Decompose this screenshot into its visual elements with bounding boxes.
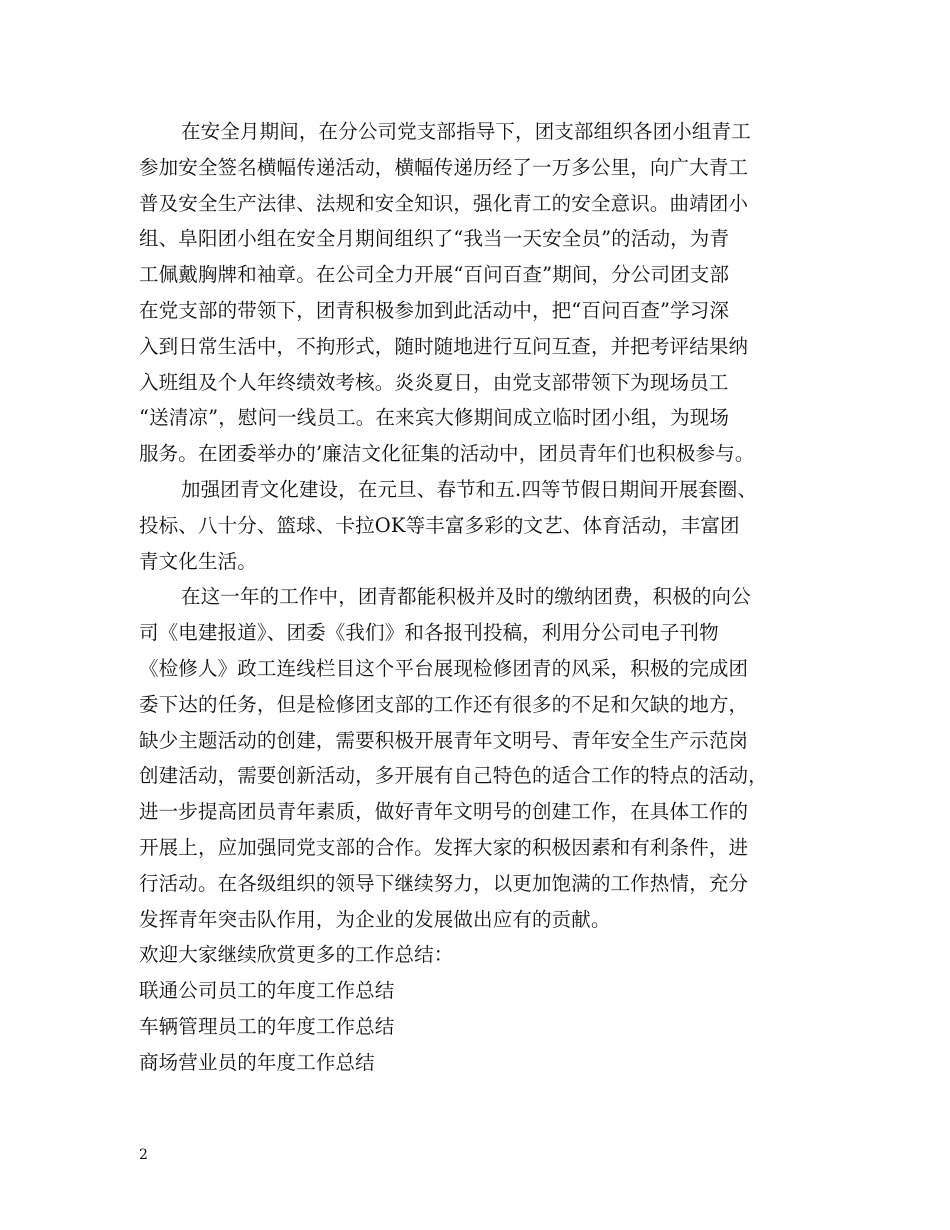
text-line: 创建活动，需要创新活动，多开展有自己特色的适合工作的特点的活动，	[139, 764, 768, 788]
page-number: 2	[139, 1147, 148, 1163]
paragraph-year-summary	[139, 579, 819, 937]
text-line: 组、阜阳团小组在安全月期间组织了“我当一天安全员”的活动，为青	[139, 227, 730, 251]
text-line: 加强团青文化建设，在元旦、春节和五.四等节假日期间开展套圈、	[181, 477, 758, 501]
text-line: 投标、八十分、篮球、卡拉OK等丰富多彩的文艺、体育活动，丰富团	[139, 513, 740, 537]
more-summaries-intro: 欢迎大家继续欣赏更多的工作总结：	[139, 943, 454, 967]
text-line: 委下达的任务，但是检修团支部的工作还有很多的不足和欠缺的地方，	[139, 692, 749, 716]
text-line: 在这一年的工作中，团青都能积极并及时的缴纳团费，积极的向公	[181, 585, 751, 609]
text-line: 入班组及个人年终绩效考核。炎炎夏日，由党支部带领下为现场员工	[139, 370, 729, 394]
paragraph-safety-month	[139, 114, 819, 472]
text-line: 缺少主题活动的创建，需要积极开展青年文明号、青年安全生产示范岗	[139, 728, 749, 752]
related-link[interactable]: 联通公司员工的年度工作总结	[139, 979, 395, 1003]
text-line: 《检修人》政工连线栏目这个平台展现检修团青的风采，积极的完成团	[139, 656, 749, 680]
text-line: 在党支部的带领下，团青积极参加到此活动中，把“百问百查”学习深	[139, 298, 730, 322]
text-line: 开展上，应加强同党支部的合作。发挥大家的积极因素和有利条件，进	[139, 835, 749, 859]
text-line: 普及安全生产法律、法规和安全知识，强化青工的安全意识。曲靖团小	[139, 191, 749, 215]
paragraph-culture	[139, 472, 819, 579]
text-line: 在安全月期间，在分公司党支部指导下，团支部组织各团小组青工	[181, 120, 751, 143]
text-line: 发挥青年突击队作用，为企业的发展做出应有的贡献。	[139, 907, 611, 931]
related-link[interactable]: 商场营业员的年度工作总结	[139, 1050, 375, 1074]
text-line: 入到日常生活中，不拘形式，随时随地进行互问互查，并把考评结果纳	[139, 334, 749, 358]
text-line: 司《电建报道》、团委《我们》和各报刊投稿，利用分公司电子刊物	[139, 621, 719, 645]
text-line: 行活动。在各级组织的领导下继续努力，以更加饱满的工作热情，充分	[139, 871, 749, 895]
related-link[interactable]: 车辆管理员工的年度工作总结	[139, 1014, 395, 1038]
text-line: 青文化生活。	[139, 549, 257, 573]
text-line: 参加安全签名横幅传递活动，横幅传递历经了一万多公里，向广大青工	[139, 155, 749, 179]
document-body	[139, 114, 819, 1081]
text-line: 工佩戴胸牌和袖章。在公司全力开展“百问百查”期间，分公司团支部	[139, 263, 730, 287]
text-line: “送清凉”，慰问一线员工。在来宾大修期间成立临时团小组，为现场	[139, 406, 730, 430]
text-line: 服务。在团委举办的’廉洁文化征集的活动中，团员青年们也积极参与。	[139, 442, 755, 466]
text-line: 进一步提高团员青年素质，做好青年文明号的创建工作，在具体工作的	[139, 800, 749, 824]
